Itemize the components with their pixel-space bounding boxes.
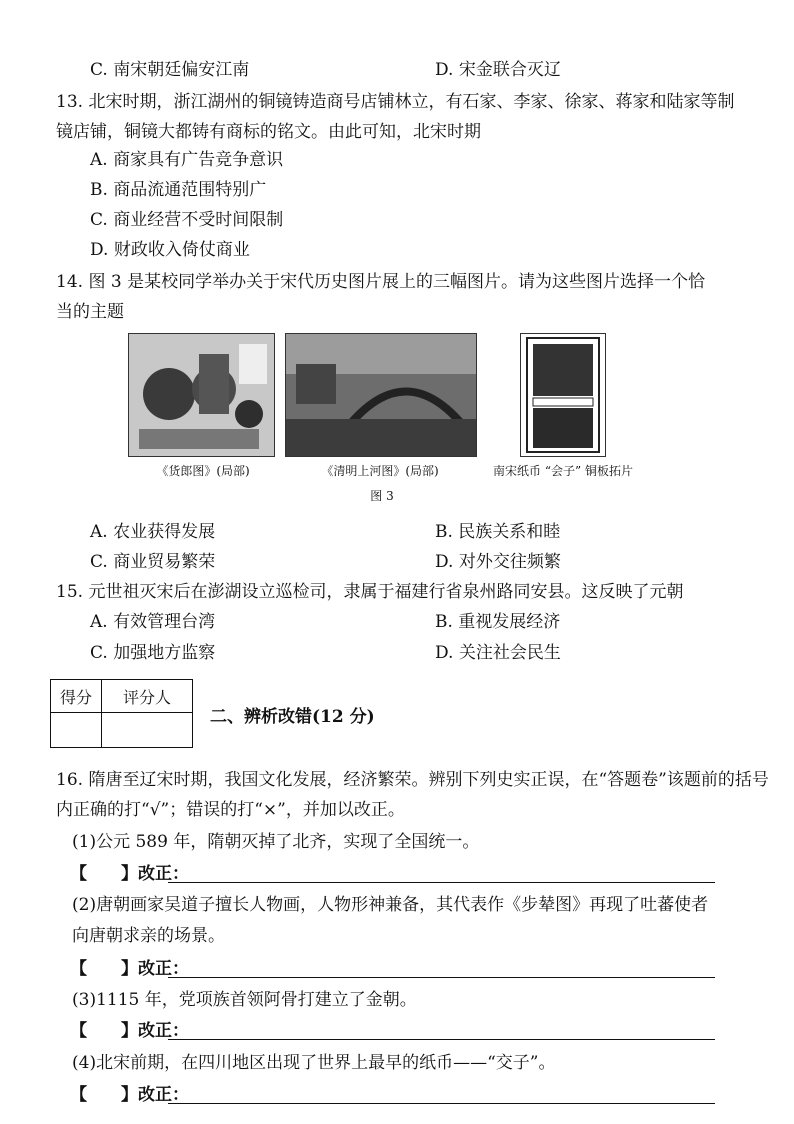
q13-stem-line2: 镜店铺，铜镜大都铸有商标的铭文。由此可知，北宋时期 [56,122,481,142]
q16-answer1-label: 【 】改正： [70,864,189,884]
q12-option-d: D. 宋金联合灭辽 [435,60,561,80]
q15-stem: 15. 元世祖灭宋后在澎湖设立巡检司，隶属于福建行省泉州路同安县。这反映了元朝 [56,582,684,602]
q14-stem-line2: 当的主题 [56,302,124,322]
q15-option-a: A. 有效管理台湾 [90,612,216,632]
q16-stem-line1: 16. 隋唐至辽宋时期，我国文化发展，经济繁荣。辨别下列史实正误，在“答题卷”该题前的括号 [56,770,769,790]
q14-option-d: D. 对外交往频繁 [435,552,561,572]
figure-huolang-caption: 《货郎图》(局部) [156,464,250,478]
q14-option-a: A. 农业获得发展 [90,522,216,542]
q16-answer4-line[interactable] [168,1103,715,1104]
q13-option-c: C. 商业经营不受时间限制 [90,210,284,230]
figure-label: 图 3 [370,489,394,503]
q16-item3: (3)1115 年，党项族首领阿骨打建立了金朝。 [72,990,417,1010]
q16-answer4-label: 【 】改正： [70,1085,189,1105]
q15-option-b: B. 重视发展经济 [435,612,561,632]
q14-option-c: C. 商业贸易繁荣 [90,552,216,572]
q13-option-b: B. 商品流通范围特别广 [90,180,267,200]
q16-item4: (4)北宋前期，在四川地区出现了世界上最早的纸币——“交子”。 [72,1053,556,1073]
score-box [50,679,193,748]
q16-item1: (1)公元 589 年，隋朝灭掉了北齐，实现了全国统一。 [72,832,480,852]
q16-answer3-label: 【 】改正： [70,1021,189,1041]
q13-option-d: D. 财政收入倚仗商业 [90,240,250,260]
q14-stem-line1: 14. 图 3 是某校同学举办关于宋代历史图片展上的三幅图片。请为这些图片选择一个恰 [56,272,706,292]
q14-option-b: B. 民族关系和睦 [435,522,561,542]
grader-header: 评分人 [102,680,193,713]
q13-option-a: A. 商家具有广告竞争意识 [90,150,284,170]
section2-title: 二、辨析改错(12 分) [210,707,375,727]
q13-stem-line1: 13. 北宋时期，浙江湖州的铜镜铸造商号店铺林立，有石家、李家、徐家、蒋家和陆家等制 [56,92,735,112]
q16-answer2-label: 【 】改正： [70,959,189,979]
q16-item2-line1: (2)唐朝画家吴道子擅长人物画，人物形神兼备，其代表作《步辇图》再现了吐蕃使者 [72,895,709,915]
figure-huizi-rubbing [520,333,606,457]
q16-answer3-line[interactable] [168,1039,715,1040]
q12-option-c: C. 南宋朝廷偏安江南 [90,60,250,80]
q15-option-d: D. 关注社会民生 [435,643,561,663]
q15-option-c: C. 加强地方监察 [90,643,216,663]
q16-answer2-line[interactable] [168,977,715,978]
q16-item2-line2: 向唐朝求亲的场景。 [72,926,225,946]
figure-huizi-caption: 南宋纸币 “会子” 铜板拓片 [493,464,633,478]
q16-answer1-line[interactable] [168,882,715,883]
grader-cell[interactable] [102,713,193,748]
score-header: 得分 [51,680,102,713]
score-cell[interactable] [51,713,102,748]
figure-qingming-shanghe-tu [285,333,477,457]
q16-stem-line2: 内正确的打“√”；错误的打“×”，并加以改正。 [56,800,405,820]
figure-huolang-tu [128,333,275,457]
figure-qingming-caption: 《清明上河图》(局部) [321,464,439,478]
